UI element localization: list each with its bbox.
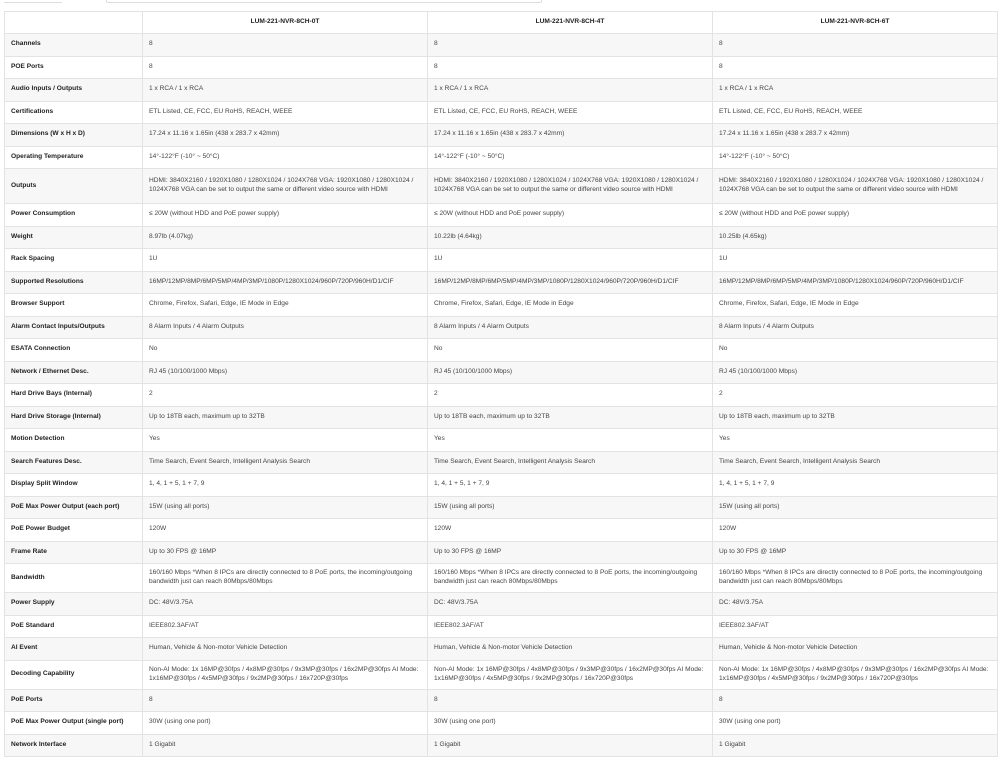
row-label: Network Interface [5, 734, 143, 757]
table-row [5, 615, 998, 638]
row-label: Motion Detection [5, 429, 143, 452]
table-row [5, 474, 998, 497]
row-label: Alarm Contact Inputs/Outputs [5, 316, 143, 339]
spec-value-cell: 8 [713, 34, 998, 57]
spec-value-cell: DC: 48V/3.75A [143, 593, 428, 616]
table-row [5, 496, 998, 519]
spec-value-cell: RJ 45 (10/100/1000 Mbps) [143, 361, 428, 384]
spec-value-cell: 1 Gigabit [428, 734, 713, 757]
spec-comparison-table [4, 11, 998, 757]
spec-value-cell: 15W (using all ports) [713, 496, 998, 519]
spec-value-cell: Yes [428, 429, 713, 452]
spec-value-cell: 160/160 Mbps *When 8 IPCs are directly connected to 8 PoE ports, the incoming/outgoing bandwidth just can reach 80Mbps/80Mbps [143, 564, 428, 593]
spec-value-cell: 17.24 x 11.16 x 1.65in (438 x 283.7 x 42mm) [428, 124, 713, 147]
row-label: PoE Standard [5, 615, 143, 638]
table-row [5, 734, 998, 757]
spec-value-cell: Time Search, Event Search, Intelligent Analysis Search [713, 451, 998, 474]
spec-value-cell: 8.97lb (4.07kg) [143, 226, 428, 249]
spec-value-cell: Human, Vehicle & Non-motor Vehicle Detection [713, 638, 998, 661]
spec-value-cell: 14°-122°F (-10° ~ 50°C) [713, 146, 998, 169]
spec-value-cell: ≤ 20W (without HDD and PoE power supply) [713, 204, 998, 227]
table-row [5, 519, 998, 542]
spec-value-cell: 14°-122°F (-10° ~ 50°C) [428, 146, 713, 169]
spec-value-cell: No [143, 339, 428, 362]
table-row [5, 79, 998, 102]
spec-value-cell: 8 Alarm Inputs / 4 Alarm Outputs [713, 316, 998, 339]
row-label: Decoding Capability [5, 660, 143, 689]
table-row [5, 541, 998, 564]
table-row [5, 226, 998, 249]
row-label: PoE Ports [5, 689, 143, 712]
spec-value-cell: 2 [143, 384, 428, 407]
spec-value-cell: 160/160 Mbps *When 8 IPCs are directly connected to 8 PoE ports, the incoming/outgoing bandwidth just can reach 80Mbps/80Mbps [713, 564, 998, 593]
spec-value-cell: 8 [428, 56, 713, 79]
row-label: Outputs [5, 169, 143, 204]
spec-value-cell: Up to 18TB each, maximum up to 32TB [143, 406, 428, 429]
row-label: AI Event [5, 638, 143, 661]
spec-value-cell: 8 Alarm Inputs / 4 Alarm Outputs [143, 316, 428, 339]
spec-value-cell: 30W (using one port) [713, 712, 998, 735]
header-corner [5, 12, 143, 34]
table-body [5, 34, 998, 757]
spec-value-cell: 30W (using one port) [143, 712, 428, 735]
spec-value-cell: 8 [143, 34, 428, 57]
spec-value-cell: Up to 30 FPS @ 16MP [428, 541, 713, 564]
row-label: Power Consumption [5, 204, 143, 227]
table-row [5, 384, 998, 407]
spec-value-cell: RJ 45 (10/100/1000 Mbps) [428, 361, 713, 384]
table-row [5, 429, 998, 452]
table-row [5, 271, 998, 294]
table-row [5, 101, 998, 124]
table-row [5, 316, 998, 339]
row-label: Certifications [5, 101, 143, 124]
row-label: Network / Ethernet Desc. [5, 361, 143, 384]
spec-value-cell: ETL Listed, CE, FCC, EU RoHS, REACH, WEEE [713, 101, 998, 124]
table-row [5, 169, 998, 204]
row-label: ESATA Connection [5, 339, 143, 362]
spec-value-cell: 2 [713, 384, 998, 407]
column-header: LUM-221-NVR-8CH-4T [428, 12, 713, 34]
spec-value-cell: Non-AI Mode: 1x 16MP@30fps / 4x8MP@30fps / 9x3MP@30fps / 16x2MP@30fps AI Mode: 1x16MP@30fps / 4x5MP@30fps / 9x2MP@30fps / 16x720P@30fps [143, 660, 428, 689]
row-label: PoE Power Budget [5, 519, 143, 542]
spec-value-cell: Up to 18TB each, maximum up to 32TB [713, 406, 998, 429]
spec-value-cell: Non-AI Mode: 1x 16MP@30fps / 4x8MP@30fps / 9x3MP@30fps / 16x2MP@30fps AI Mode: 1x16MP@30fps / 4x5MP@30fps / 9x2MP@30fps / 16x720P@30fps [428, 660, 713, 689]
spec-value-cell: DC: 48V/3.75A [428, 593, 713, 616]
spec-value-cell: 14°-122°F (-10° ~ 50°C) [143, 146, 428, 169]
spec-value-cell: 1 x RCA / 1 x RCA [143, 79, 428, 102]
spec-value-cell: 1U [428, 249, 713, 272]
spec-value-cell: 16MP/12MP/8MP/6MP/5MP/4MP/3MP/1080P/1280X1024/960P/720P/960H/D1/CIF [143, 271, 428, 294]
spec-value-cell: Chrome, Firefox, Safari, Edge, IE Mode in Edge [428, 294, 713, 317]
spec-value-cell: 30W (using one port) [428, 712, 713, 735]
spec-value-cell: RJ 45 (10/100/1000 Mbps) [713, 361, 998, 384]
column-header: LUM-221-NVR-8CH-6T [713, 12, 998, 34]
spec-value-cell: 8 [428, 689, 713, 712]
spec-value-cell: 8 [713, 689, 998, 712]
spec-value-cell: Yes [713, 429, 998, 452]
spec-value-cell: IEEE802.3AF/AT [428, 615, 713, 638]
spec-value-cell: 1 x RCA / 1 x RCA [428, 79, 713, 102]
spec-value-cell: 1 x RCA / 1 x RCA [713, 79, 998, 102]
row-label: Search Features Desc. [5, 451, 143, 474]
spec-value-cell: 2 [428, 384, 713, 407]
spec-value-cell: 1 Gigabit [713, 734, 998, 757]
row-label: Rack Spacing [5, 249, 143, 272]
spec-value-cell: Chrome, Firefox, Safari, Edge, IE Mode in Edge [143, 294, 428, 317]
table-row [5, 406, 998, 429]
spec-value-cell: ETL Listed, CE, FCC, EU RoHS, REACH, WEEE [428, 101, 713, 124]
spec-value-cell: Human, Vehicle & Non-motor Vehicle Detection [428, 638, 713, 661]
tab-panel-edge [106, 0, 542, 3]
spec-value-cell: 17.24 x 11.16 x 1.65in (438 x 283.7 x 42mm) [713, 124, 998, 147]
spec-value-cell: 8 [143, 56, 428, 79]
row-label: Weight [5, 226, 143, 249]
spec-value-cell: 16MP/12MP/8MP/6MP/5MP/4MP/3MP/1080P/1280X1024/960P/720P/960H/D1/CIF [428, 271, 713, 294]
spec-value-cell: 120W [143, 519, 428, 542]
table-row [5, 339, 998, 362]
spec-value-cell: 1, 4, 1 + 5, 1 + 7, 9 [428, 474, 713, 497]
row-label: POE Ports [5, 56, 143, 79]
table-row [5, 361, 998, 384]
row-label: Audio Inputs / Outputs [5, 79, 143, 102]
tab-underline [4, 0, 62, 3]
spec-value-cell: 1U [143, 249, 428, 272]
table-row [5, 660, 998, 689]
row-label: PoE Max Power Output (each port) [5, 496, 143, 519]
table-row [5, 124, 998, 147]
spec-value-cell: 15W (using all ports) [143, 496, 428, 519]
spec-value-cell: 17.24 x 11.16 x 1.65in (438 x 283.7 x 42mm) [143, 124, 428, 147]
spec-value-cell: ETL Listed, CE, FCC, EU RoHS, REACH, WEEE [143, 101, 428, 124]
spec-value-cell: IEEE802.3AF/AT [713, 615, 998, 638]
row-label: Supported Resolutions [5, 271, 143, 294]
row-label: Channels [5, 34, 143, 57]
row-label: Browser Support [5, 294, 143, 317]
spec-value-cell: HDMI: 3840X2160 / 1920X1080 / 1280X1024 / 1024X768 VGA: 1920X1080 / 1280X1024 / 1024X768 VGA can be set to output the same or different video source with HDMI [143, 169, 428, 204]
spec-value-cell: 8 Alarm Inputs / 4 Alarm Outputs [428, 316, 713, 339]
spec-value-cell: 1, 4, 1 + 5, 1 + 7, 9 [143, 474, 428, 497]
spec-value-cell: HDMI: 3840X2160 / 1920X1080 / 1280X1024 / 1024X768 VGA: 1920X1080 / 1280X1024 / 1024X768 VGA can be set to output the same or different video source with HDMI [713, 169, 998, 204]
row-label: Hard Drive Bays (Internal) [5, 384, 143, 407]
spec-value-cell: Non-AI Mode: 1x 16MP@30fps / 4x8MP@30fps / 9x3MP@30fps / 16x2MP@30fps AI Mode: 1x16MP@30fps / 4x5MP@30fps / 9x2MP@30fps / 16x720P@30fps [713, 660, 998, 689]
spec-value-cell: 1, 4, 1 + 5, 1 + 7, 9 [713, 474, 998, 497]
spec-value-cell: 8 [143, 689, 428, 712]
spec-value-cell: 8 [713, 56, 998, 79]
row-label: Hard Drive Storage (Internal) [5, 406, 143, 429]
row-label: Bandwidth [5, 564, 143, 593]
spec-value-cell: Up to 18TB each, maximum up to 32TB [428, 406, 713, 429]
spec-value-cell: 120W [713, 519, 998, 542]
table-row [5, 451, 998, 474]
row-label: Power Supply [5, 593, 143, 616]
table-row [5, 294, 998, 317]
spec-value-cell: No [428, 339, 713, 362]
spec-value-cell: No [713, 339, 998, 362]
spec-value-cell: ≤ 20W (without HDD and PoE power supply) [143, 204, 428, 227]
spec-value-cell: Human, Vehicle & Non-motor Vehicle Detection [143, 638, 428, 661]
spec-value-cell: Time Search, Event Search, Intelligent Analysis Search [143, 451, 428, 474]
table-row [5, 146, 998, 169]
row-label: Display Split Window [5, 474, 143, 497]
table-row [5, 712, 998, 735]
spec-value-cell: 120W [428, 519, 713, 542]
table-row [5, 56, 998, 79]
table-header-row [5, 12, 998, 34]
row-label: PoE Max Power Output (single port) [5, 712, 143, 735]
spec-value-cell: Yes [143, 429, 428, 452]
table-row [5, 204, 998, 227]
spec-value-cell: Up to 30 FPS @ 16MP [713, 541, 998, 564]
spec-value-cell: 10.22lb (4.64kg) [428, 226, 713, 249]
table-row [5, 249, 998, 272]
row-label: Dimensions (W x H x D) [5, 124, 143, 147]
column-header: LUM-221-NVR-8CH-0T [143, 12, 428, 34]
spec-value-cell: HDMI: 3840X2160 / 1920X1080 / 1280X1024 / 1024X768 VGA: 1920X1080 / 1280X1024 / 1024X768 VGA can be set to output the same or different video source with HDMI [428, 169, 713, 204]
spec-value-cell: ≤ 20W (without HDD and PoE power supply) [428, 204, 713, 227]
spec-value-cell: DC: 48V/3.75A [713, 593, 998, 616]
spec-value-cell: Time Search, Event Search, Intelligent Analysis Search [428, 451, 713, 474]
spec-value-cell: IEEE802.3AF/AT [143, 615, 428, 638]
table-row [5, 593, 998, 616]
spec-value-cell: 15W (using all ports) [428, 496, 713, 519]
table-row [5, 34, 998, 57]
row-label: Operating Temperature [5, 146, 143, 169]
row-label: Frame Rate [5, 541, 143, 564]
spec-value-cell: 1 Gigabit [143, 734, 428, 757]
spec-value-cell: 160/160 Mbps *When 8 IPCs are directly connected to 8 PoE ports, the incoming/outgoing bandwidth just can reach 80Mbps/80Mbps [428, 564, 713, 593]
spec-value-cell: 16MP/12MP/8MP/6MP/5MP/4MP/3MP/1080P/1280X1024/960P/720P/960H/D1/CIF [713, 271, 998, 294]
spec-value-cell: 10.25lb (4.65kg) [713, 226, 998, 249]
top-tab-strip [0, 0, 1000, 9]
spec-value-cell: Chrome, Firefox, Safari, Edge, IE Mode in Edge [713, 294, 998, 317]
spec-value-cell: 8 [428, 34, 713, 57]
spec-value-cell: 1U [713, 249, 998, 272]
spec-value-cell: Up to 30 FPS @ 16MP [143, 541, 428, 564]
table-row [5, 564, 998, 593]
table-row [5, 638, 998, 661]
table-row [5, 689, 998, 712]
